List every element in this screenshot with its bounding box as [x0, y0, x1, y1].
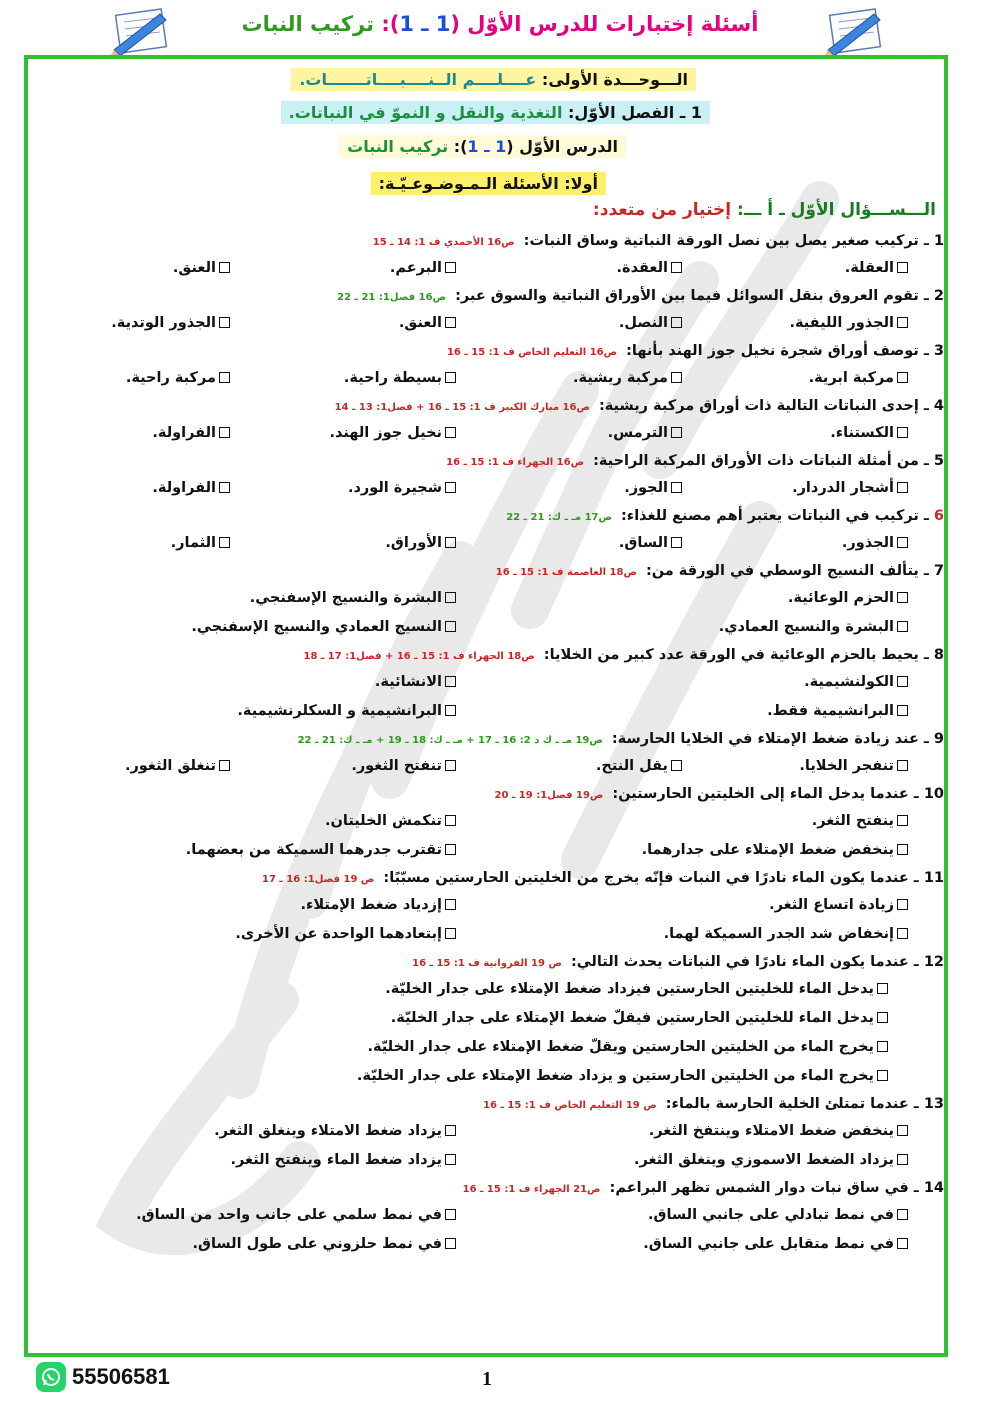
answer-option[interactable]	[40, 697, 492, 726]
answer-option-text: الجذور الوتدية.	[111, 315, 216, 331]
options-row	[40, 309, 944, 338]
answer-option-text: العنق.	[172, 260, 216, 276]
pen-paper-icon	[818, 6, 890, 56]
answer-option[interactable]	[492, 836, 944, 865]
options-row	[40, 1117, 944, 1146]
answer-option[interactable]	[718, 309, 944, 338]
question-2	[40, 283, 944, 309]
answer-option[interactable]	[40, 807, 492, 836]
question-reference: ص18 العاصمة ف 1: 15 ـ 16	[495, 567, 637, 578]
answer-option-text: في نمط حلزوني على طول الساق.	[192, 1236, 442, 1252]
question-1	[40, 228, 944, 254]
question-10	[40, 781, 944, 807]
answer-option-text: يزداد ضغط الامتلاء وينغلق الثغر.	[214, 1123, 442, 1139]
checkbox-icon[interactable]	[445, 317, 456, 328]
options-row	[40, 752, 944, 781]
checkbox-icon[interactable]	[445, 592, 456, 603]
options-row	[40, 697, 944, 726]
answer-option[interactable]	[40, 474, 266, 503]
answer-option-text: يدخل الماء للخليتين الحارستين فيقلّ ضغط الإمتلاء على جدار الخليّة.	[390, 1010, 874, 1026]
answer-option-text: البرعم.	[389, 260, 442, 276]
options-row	[40, 975, 944, 1004]
answer-option-text: البرانشيمية و السكلرنشيمية.	[237, 703, 442, 719]
answer-option-text: نخيل جوز الهند.	[329, 425, 442, 441]
answer-option-text: يزداد ضغط الماء وينفتح الثغر.	[230, 1152, 442, 1168]
answer-option-text: بسيطة راحية.	[343, 370, 442, 386]
answer-option[interactable]	[492, 891, 944, 920]
answer-option-text: إزدياد ضغط الإمتلاء.	[300, 897, 442, 913]
checkbox-icon[interactable]	[877, 1041, 888, 1052]
answer-option[interactable]	[40, 1004, 944, 1033]
answer-option[interactable]	[40, 1230, 492, 1259]
answer-option[interactable]	[40, 836, 492, 865]
answer-option-text: البشرة والنسيج الإسفنجي.	[249, 590, 442, 606]
options-row	[40, 1062, 944, 1091]
answer-option[interactable]	[40, 584, 492, 613]
answer-option[interactable]	[40, 309, 266, 338]
checkbox-icon[interactable]	[897, 1238, 908, 1249]
options-row	[40, 584, 944, 613]
question-13	[40, 1091, 944, 1117]
question-reference: ص16 الأحمدي ف 1: 14 ـ 15	[372, 237, 515, 248]
checkbox-icon[interactable]	[445, 705, 456, 716]
checkbox-icon[interactable]	[445, 676, 456, 687]
answer-option[interactable]	[492, 584, 944, 613]
checkbox-icon[interactable]	[877, 1070, 888, 1081]
checkbox-icon[interactable]	[445, 928, 456, 939]
answer-option-text: الجذور الليفية.	[789, 315, 894, 331]
chapter-header: 1 ـ الفصل الأوّل: التغذية والنقل و النموّ في النباتات.	[281, 101, 710, 124]
checkbox-icon[interactable]	[671, 537, 682, 548]
options-row	[40, 419, 944, 448]
question-7	[40, 558, 944, 584]
answer-option-text: العقلة.	[844, 260, 894, 276]
answer-option[interactable]	[718, 474, 944, 503]
answer-option-text: شجيرة الورد.	[347, 480, 442, 496]
answer-option[interactable]	[266, 529, 492, 558]
options-row	[40, 1230, 944, 1259]
checkbox-icon[interactable]	[671, 760, 682, 771]
answer-option-text: الجذور.	[841, 535, 894, 551]
answer-option[interactable]	[718, 752, 944, 781]
checkbox-icon[interactable]	[445, 760, 456, 771]
pen-paper-icon	[104, 6, 176, 56]
answer-option[interactable]	[492, 309, 718, 338]
checkbox-icon[interactable]	[445, 621, 456, 632]
question-text: 13 ـ عندما تمتلئ الخلية الحارسة بالماء:	[660, 1096, 944, 1112]
question-8	[40, 642, 944, 668]
answer-option-text: العنق.	[398, 315, 442, 331]
question-text: 4 ـ إحدى النباتات التالية ذات أوراق مركبة ريشية:	[593, 398, 944, 414]
page-number: 1	[482, 1368, 492, 1390]
question-4	[40, 393, 944, 419]
checkbox-icon[interactable]	[219, 317, 230, 328]
answer-option[interactable]	[492, 668, 944, 697]
checkbox-icon[interactable]	[445, 372, 456, 383]
checkbox-icon[interactable]	[219, 262, 230, 273]
checkbox-icon[interactable]	[897, 676, 908, 687]
phone-number: 55506581	[72, 1364, 170, 1389]
answer-option[interactable]	[266, 752, 492, 781]
question-1-heading: الـــســـؤال الأوّل ـ أ ـــ: إختيار من متعدد:	[592, 200, 936, 220]
checkbox-icon[interactable]	[897, 537, 908, 548]
question-reference: ص 19 الفروانية ف 1: 15 ـ 16	[412, 958, 562, 969]
answer-option[interactable]	[492, 1146, 944, 1175]
question-reference: ص 19 فصل1: 16 ـ 17	[262, 874, 375, 885]
question-reference: ص16 التعليم الخاص ف 1: 15 ـ 16	[446, 347, 618, 358]
answer-option-text: تنفجر الخلايا.	[799, 758, 894, 774]
question-text: 2 ـ تقوم العروق بنقل السوائل فيما بين الأوراق النباتية والسوق عبر:	[450, 288, 944, 304]
answer-option-text: الترمس.	[607, 425, 668, 441]
answer-option[interactable]	[492, 474, 718, 503]
answer-option-text: البرانشيمية فقط.	[767, 703, 894, 719]
answer-option[interactable]	[40, 529, 266, 558]
answer-option[interactable]	[40, 1117, 492, 1146]
checkbox-icon[interactable]	[897, 705, 908, 716]
options-row	[40, 836, 944, 865]
answer-option-text: النسيج العمادي والنسيج الإسفنجي.	[191, 619, 442, 635]
answer-option[interactable]	[492, 613, 944, 642]
checkbox-icon[interactable]	[671, 482, 682, 493]
question-reference: ص21 الجهراء ف 1: 15 ـ 16	[462, 1184, 601, 1195]
checkbox-icon[interactable]	[445, 482, 456, 493]
question-number: 6	[933, 508, 944, 524]
answer-option-text: الفراولة.	[152, 480, 216, 496]
answer-option-text: في نمط تبادلي على جانبي الساق.	[648, 1207, 894, 1223]
answer-option[interactable]	[40, 891, 492, 920]
answer-option-text: يخرج الماء من الخليتين الحارستين ويقلّ ضغط الإمتلاء على جدار الخليّة.	[367, 1039, 874, 1055]
answer-option-text: تقترب جدرهما السميكة من بعضهما.	[185, 842, 442, 858]
answer-option-text: تنغلق الثغور.	[124, 758, 216, 774]
answer-option[interactable]	[40, 1146, 492, 1175]
checkbox-icon[interactable]	[897, 815, 908, 826]
options-row	[40, 254, 944, 283]
question-reference: ص16 فصل1: 21 ـ 22	[337, 292, 447, 303]
answer-option-text: إبتعادهما الواحدة عن الأخرى.	[235, 926, 442, 942]
question-text: 7 ـ يتألف النسيج الوسطي في الورقة من:	[640, 563, 944, 579]
answer-option-text: أشجار الدردار.	[792, 480, 894, 496]
checkbox-icon[interactable]	[671, 317, 682, 328]
question-reference: ص16 مبارك الكبير ف 1: 15 ـ 16 + فصل1: 13 ـ 14	[334, 402, 590, 413]
answer-option-text: في نمط متقابل على جانبي الساق.	[643, 1236, 894, 1252]
question-11	[40, 865, 944, 891]
answer-option-text: البشرة والنسيج العمادي.	[718, 619, 894, 635]
answer-option-text: مركبة ريشية.	[573, 370, 668, 386]
answer-option-text: يقل النتح.	[595, 758, 668, 774]
answer-option[interactable]	[40, 920, 492, 949]
answer-option[interactable]	[492, 1201, 944, 1230]
answer-option[interactable]	[718, 254, 944, 283]
answer-option[interactable]	[40, 364, 266, 393]
answer-option-text: الثمار.	[170, 535, 216, 551]
question-text: 14 ـ في ساق نبات دوار الشمس تظهر البراعم:	[604, 1180, 944, 1196]
question-6	[40, 503, 944, 529]
options-row	[40, 364, 944, 393]
checkbox-icon[interactable]	[219, 760, 230, 771]
answer-option[interactable]	[266, 474, 492, 503]
checkbox-icon[interactable]	[219, 482, 230, 493]
options-row	[40, 891, 944, 920]
checkbox-icon[interactable]	[897, 592, 908, 603]
answer-option[interactable]	[266, 254, 492, 283]
checkbox-icon[interactable]	[445, 1125, 456, 1136]
answer-option[interactable]	[718, 529, 944, 558]
options-row	[40, 1004, 944, 1033]
answer-option[interactable]	[492, 1230, 944, 1259]
questions-list	[40, 228, 944, 1259]
answer-option[interactable]	[492, 419, 718, 448]
page-title: أسئلة إختبارات للدرس الأوّل (1 ـ 1): تركيب النبات	[241, 12, 759, 36]
answer-option-text: يخرج الماء من الخليتين الحارستين و يزداد ضغط الإمتلاء على جدار الخليّة.	[356, 1068, 874, 1084]
checkbox-icon[interactable]	[219, 537, 230, 548]
answer-option-text: الجوز.	[624, 480, 668, 496]
question-3	[40, 338, 944, 364]
answer-option[interactable]	[40, 1201, 492, 1230]
checkbox-icon[interactable]	[671, 427, 682, 438]
checkbox-icon[interactable]	[897, 760, 908, 771]
answer-option-text: تنفتح الثغور.	[351, 758, 442, 774]
checkbox-icon[interactable]	[445, 537, 456, 548]
answer-option[interactable]	[40, 975, 944, 1004]
checkbox-icon[interactable]	[445, 427, 456, 438]
question-text: 10 ـ عندما يدخل الماء إلى الخليتين الحارستين:	[607, 786, 944, 802]
answer-option-text: في نمط سلمي على جانب واحد من الساق.	[136, 1207, 442, 1223]
checkbox-icon[interactable]	[897, 1125, 908, 1136]
checkbox-icon[interactable]	[445, 1209, 456, 1220]
options-row	[40, 668, 944, 697]
answer-option[interactable]	[40, 254, 266, 283]
checkbox-icon[interactable]	[445, 899, 456, 910]
options-row	[40, 920, 944, 949]
checkbox-icon[interactable]	[877, 1012, 888, 1023]
answer-option-text: الانشائية.	[374, 674, 442, 690]
answer-option[interactable]	[492, 697, 944, 726]
checkbox-icon[interactable]	[897, 427, 908, 438]
contact-phone	[36, 1362, 170, 1392]
options-row	[40, 807, 944, 836]
checkbox-icon[interactable]	[445, 815, 456, 826]
lesson-header: الدرس الأوّل (1 ـ 1): تركيب النبات	[339, 135, 626, 158]
answer-option[interactable]	[492, 529, 718, 558]
answer-option-text: ينخفض ضغط الإمتلاء على جدارهما.	[641, 842, 894, 858]
checkbox-icon[interactable]	[219, 372, 230, 383]
question-reference: ص16 الجهراء ف 1: 15 ـ 16	[446, 457, 585, 468]
question-5	[40, 448, 944, 474]
answer-option-text: مركبة ابرية.	[808, 370, 894, 386]
options-row	[40, 1146, 944, 1175]
whatsapp-icon	[36, 1362, 66, 1392]
answer-option-text: الأوراق.	[385, 535, 442, 551]
answer-option-text: يدخل الماء للخليتين الحارستين فيزداد ضغط الإمتلاء على جدار الخليّة.	[385, 981, 874, 997]
checkbox-icon[interactable]	[897, 928, 908, 939]
checkbox-icon[interactable]	[897, 372, 908, 383]
question-text: 12 ـ عندما يكون الماء نادرًا في النباتات يحدث التالي:	[565, 954, 944, 970]
answer-option[interactable]	[266, 309, 492, 338]
checkbox-icon[interactable]	[897, 844, 908, 855]
answer-option[interactable]	[40, 752, 266, 781]
answer-option[interactable]	[40, 1033, 944, 1062]
question-reference: ص17 مـ ـ ك: 21 ـ 22	[506, 512, 612, 523]
answer-option-text: يزداد الضغط الاسموزي وينغلق الثغر.	[634, 1152, 894, 1168]
checkbox-icon[interactable]	[897, 317, 908, 328]
unit-header: الـــوحـــدة الأولى: عــــلــــم الــنــــبــــاتـــــــات.	[291, 68, 696, 91]
section-header: أولا: الأسئلة الـمـوضـوعـيّـة:	[371, 172, 606, 195]
answer-option-text: النصل.	[618, 315, 668, 331]
answer-option-text: الكستناء.	[830, 425, 894, 441]
checkbox-icon[interactable]	[897, 482, 908, 493]
question-text: 5 ـ من أمثلة النباتات ذات الأوراق المركبة الراحية:	[588, 453, 944, 469]
checkbox-icon[interactable]	[671, 262, 682, 273]
question-12	[40, 949, 944, 975]
answer-option[interactable]	[40, 1062, 944, 1091]
answer-option[interactable]	[40, 613, 492, 642]
question-text: 8 ـ يحيط بالحزم الوعائية في الورقة عدد كبير من الخلايا:	[538, 647, 944, 663]
question-text: ـ تركيب في النباتات يعتبر أهم مصنع للغذاء:	[615, 508, 934, 524]
question-text: 11 ـ عندما يكون الماء نادرًا في النبات فإنّه يخرج من الخليتين الحارستين مسبّبًا:	[378, 870, 944, 886]
answer-option[interactable]	[266, 364, 492, 393]
question-text: 1 ـ تركيب صغير يصل بين نصل الورقة النباتية وساق النبات:	[518, 233, 944, 249]
question-text: 9 ـ عند زيادة ضغط الإمتلاء في الخلايا الحارسة:	[606, 731, 944, 747]
answer-option-text: تنكمش الخليتان.	[324, 813, 442, 829]
checkbox-icon[interactable]	[445, 844, 456, 855]
checkbox-icon[interactable]	[897, 1154, 908, 1165]
question-reference: ص 19 التعليم الخاص ف 1: 15 ـ 16	[483, 1100, 657, 1111]
answer-option[interactable]	[40, 419, 266, 448]
answer-option[interactable]	[492, 920, 944, 949]
checkbox-icon[interactable]	[897, 621, 908, 632]
checkbox-icon[interactable]	[897, 899, 908, 910]
answer-option-text: الفراولة.	[152, 425, 216, 441]
answer-option[interactable]	[492, 807, 944, 836]
answer-option-text: ينخفض ضغط الامتلاء وينتفخ الثغر.	[648, 1123, 894, 1139]
checkbox-icon[interactable]	[897, 1209, 908, 1220]
answer-option[interactable]	[492, 364, 718, 393]
question-14	[40, 1175, 944, 1201]
answer-option-text: زيادة اتساع الثغر.	[769, 897, 894, 913]
answer-option[interactable]	[492, 1117, 944, 1146]
answer-option-text: الكولنشيمية.	[804, 674, 894, 690]
options-row	[40, 613, 944, 642]
answer-option-text: الحزم الوعائية.	[787, 590, 894, 606]
checkbox-icon[interactable]	[445, 1238, 456, 1249]
answer-option[interactable]	[266, 419, 492, 448]
answer-option[interactable]	[718, 419, 944, 448]
question-reference: ص19 مـ ـ ك د 2: 16 ـ 17 + مـ ـ ك: 18 ـ 19 + مـ ـ ك: 21 ـ 22	[297, 735, 603, 746]
answer-option-text: الساق.	[618, 535, 668, 551]
answer-option-text: إنخفاض شد الجدر السميكة لهما.	[663, 926, 894, 942]
checkbox-icon[interactable]	[219, 427, 230, 438]
question-9	[40, 726, 944, 752]
options-row	[40, 1201, 944, 1230]
answer-option-text: ينفتح الثغر.	[811, 813, 894, 829]
checkbox-icon[interactable]	[445, 1154, 456, 1165]
answer-option[interactable]	[492, 254, 718, 283]
answer-option[interactable]	[492, 752, 718, 781]
answer-option-text: مركبة راحية.	[125, 370, 216, 386]
options-row	[40, 1033, 944, 1062]
question-reference: ص19 فصل1: 19 ـ 20	[494, 790, 604, 801]
checkbox-icon[interactable]	[897, 262, 908, 273]
question-reference: ص18 الجهراء ف 1: 15 ـ 16 + فصل1: 17 ـ 18	[303, 651, 535, 662]
checkbox-icon[interactable]	[445, 262, 456, 273]
answer-option[interactable]	[40, 668, 492, 697]
checkbox-icon[interactable]	[877, 983, 888, 994]
checkbox-icon[interactable]	[671, 372, 682, 383]
answer-option[interactable]	[718, 364, 944, 393]
question-text: 3 ـ توصف أوراق شجرة نخيل جوز الهند بأنها:	[621, 343, 944, 359]
answer-option-text: العقدة.	[616, 260, 668, 276]
options-row	[40, 529, 944, 558]
options-row	[40, 474, 944, 503]
